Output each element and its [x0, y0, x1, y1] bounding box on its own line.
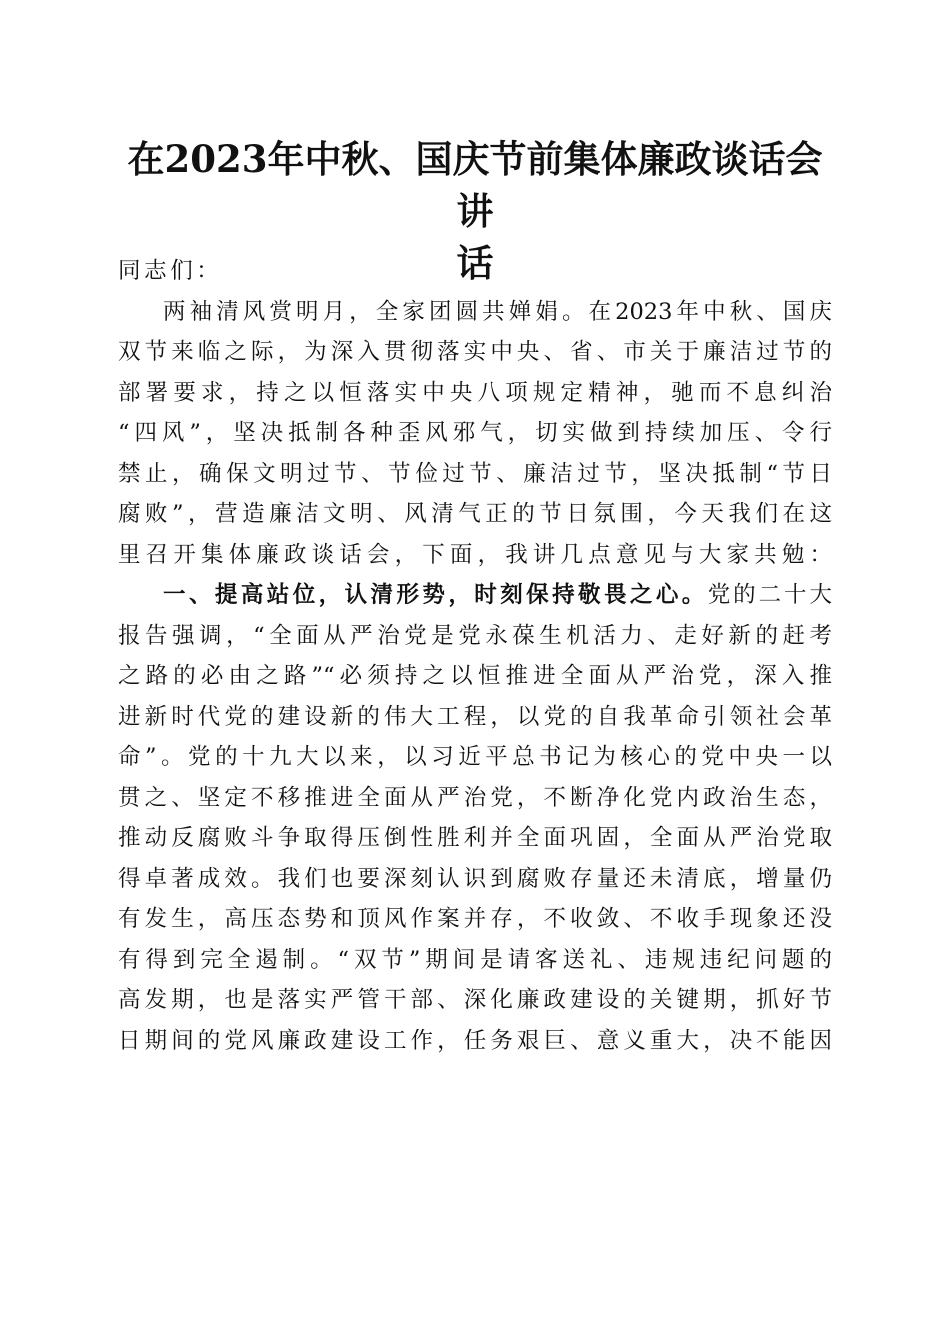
paragraph-line: 禁止，确保文明过节、节俭过节、廉洁过节，坚决抵制“节日: [118, 460, 832, 487]
paragraph-line: 进新时代党的建设新的伟大工程，以党的自我革命引领社会革: [118, 703, 832, 730]
paragraph-line: 日期间的党风廉政建设工作，任务艰巨、意义重大，决不能因: [118, 1027, 832, 1054]
paragraph-line: 有得到完全遏制。“双节”期间是请客送礼、违规违纪问题的: [118, 946, 832, 973]
paragraph-line: 推动反腐败斗争取得压倒性胜利并全面巩固，全面从严治党取: [118, 825, 832, 851]
paragraph-line: “四风”，坚决抵制各种歪风邪气，切实做到持续加压、令行: [118, 420, 832, 446]
title-line-2: 话: [456, 241, 494, 285]
section-1-first-line-tail: 党的二十大: [707, 582, 832, 608]
paragraph-line: 报告强调，“全面从严治党是党永葆生机活力、走好新的赶考: [118, 622, 832, 649]
paragraph-line: 得卓著成效。我们也要深刻认识到腐败存量还未清底，增量仍: [118, 865, 832, 892]
paragraph-line: 之路的必由之路”“必须持之以恒推进全面从严治党，深入推: [118, 663, 832, 689]
paragraph-line: 有发生，高压态势和顶风作案并存，不收敛、不收手现象还没: [118, 906, 832, 932]
paragraph-line: 双节来临之际，为深入贯彻落实中央、省、市关于廉洁过节的: [118, 339, 832, 365]
paragraph-line: 两袖清风赏明月，全家团圆共婵娟。在2023年中秋、国庆: [163, 298, 832, 325]
paragraph-line: 贯之、坚定不移推进全面从严治党，不断净化党内政治生态，: [118, 784, 832, 811]
paragraph-line: 腐败”，营造廉洁文明、风清气正的节日氛围，今天我们在这: [118, 501, 832, 527]
section-heading-line: [118, 575, 832, 616]
section-1-heading: 一、提高站位，认清形势，时刻保持敬畏之心。: [163, 582, 708, 608]
document-body: [118, 251, 832, 1061]
paragraph-line: 里召开集体廉政谈话会，下面，我讲几点意见与大家共勉：: [118, 541, 832, 568]
paragraph-line: 部署要求，持之以恒落实中央八项规定精神，驰而不息纠治: [118, 379, 832, 406]
paragraph-line: 高发期，也是落实严管干部、深化廉政建设的关键期，抓好节: [118, 987, 832, 1013]
salutation: 同志们：: [118, 258, 223, 284]
paragraph-line: 命”。党的十九大以来，以习近平总书记为核心的党中央一以: [118, 744, 832, 770]
title-line-1: 在2023年中秋、国庆节前集体廉政谈话会讲: [127, 137, 823, 233]
